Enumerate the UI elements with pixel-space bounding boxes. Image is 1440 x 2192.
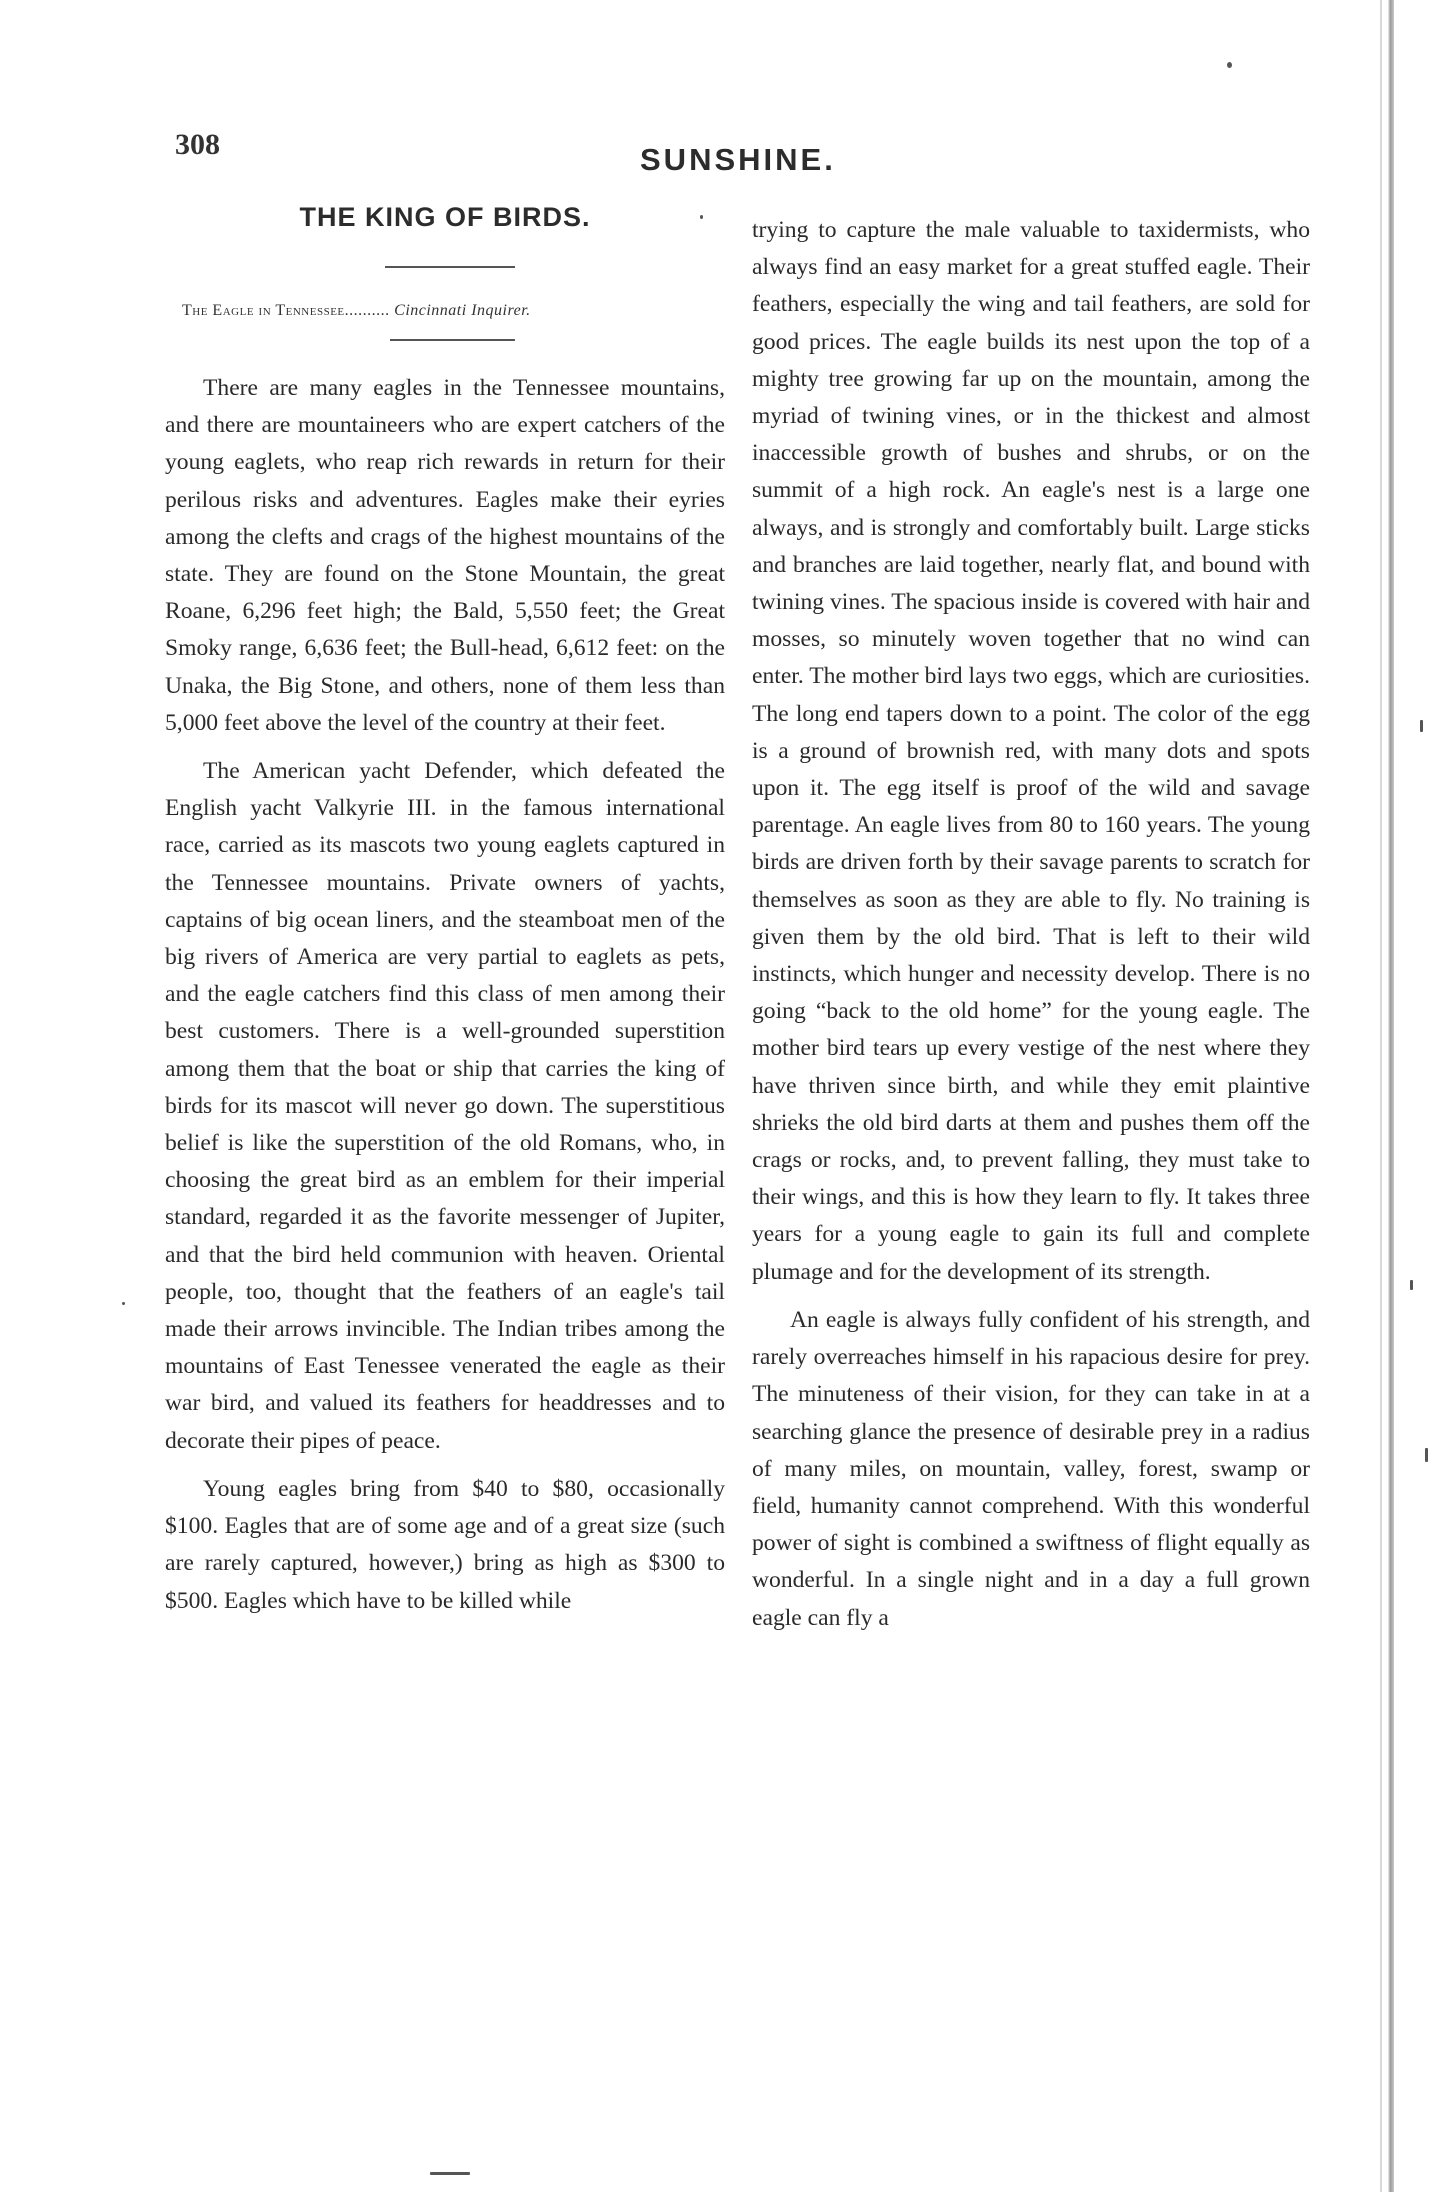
print-speck — [1410, 1280, 1413, 1290]
paragraph: An eagle is always fully confident of his strength, and rarely overreaches himself in his rapacious desire for prey. The minuteness of their vision, for they can take in at a searching glance the presence of desirable prey in a radius of many miles, on mountain, valley, forest, swamp or field, humanity cannot comprehend. With this wonderful power of sight is combined a swiftness of flight equally as wonderful. In a single night and in a day a full grown eagle can fly a — [752, 1306, 1310, 1631]
paragraph: There are many eagles in the Tennessee mountains, and there are mountaineers who are expert catchers of the young eaglets, who reap rich rewards in return for their perilous risks and adventures. Eagles make their eyries among the clefts and crags of the highest mountains of the state. They are found on the Stone Mountain, the great Roane, 6,296 feet high; the Bald, 5,550 feet; the Great Smoky range, 6,636 feet; the Bull-head, 6,612 feet: on the Unaka, the Big Stone, and others, none of them less than 5,000 feet above the level of the country at their feet. — [165, 375, 725, 736]
source-rule — [390, 339, 515, 341]
print-speck — [122, 1302, 125, 1305]
source-line — [182, 302, 742, 320]
print-speck — [1227, 62, 1232, 68]
source-publication: Cincinnati Inquirer. — [394, 302, 531, 319]
print-speck — [1425, 1448, 1428, 1462]
paragraph: Young eagles bring from $40 to $80, occasionally $100. Eagles that are of some age and of a great size (such are rarely captured, however,) bring as high as $300 to $500. Eagles which have to be killed while — [165, 1475, 725, 1614]
paragraph: trying to capture the male valuable to taxidermists, who always find an easy market for a great stuffed eagle. Their feathers, especially the wing and tail feathers, are sold for good prices. The eagle builds its nest upon the top of a mighty tree growing far up on the mountain, among the myriad of twining vines, or in the thickest and almost inaccessible growth of bushes and shrubs, or on the summit of a high rock. An eagle's nest is a large one always, and is strongly and comfortably built. Large sticks and branches are laid together, nearly flat, and bound with twining vines. The spacious inside is covered with hair and mosses, so minutely woven together that no wind can enter. The mother bird lays two eggs, which are curiosities. The long end tapers down to a point. The color of the egg is a ground of brownish red, with many dots and spots upon it. The egg itself is proof of the wild and savage parentage. An eagle lives from 80 to 160 years. The young birds are driven forth by their savage parents to scratch for themselves as soon as they are able to fly. No training is given them by the old bird. That is left to their wild instincts, which hunger and necessity develop. There is no going “back to the old home” for the young eagle. The mother bird tears up every vestige of the nest where they have thriven since birth, and while they emit plaintive shrieks the old bird darts at them and pushes them off the crags or rocks, and, to prevent falling, they must take to their wings, and this is how they learn to fly. It takes three years for a young eagle to gain its full and complete plumage and for the development of its strength. — [752, 217, 1310, 1285]
print-speck — [430, 2172, 470, 2175]
article-title: THE KING OF BIRDS. — [299, 202, 591, 232]
running-head: SUNSHINE. — [640, 142, 836, 177]
page-number: 308 — [175, 128, 220, 161]
left-column — [165, 370, 725, 1620]
right-column — [752, 212, 1310, 1637]
page-edge-shadow — [1380, 0, 1382, 2192]
source-subject: The Eagle in Tennessee — [182, 302, 345, 319]
print-speck — [700, 215, 703, 219]
page-edge — [1388, 0, 1394, 2192]
source-leader: .......... — [344, 302, 390, 319]
print-speck — [1420, 720, 1423, 732]
paragraph: The American yacht Defender, which defeated the English yacht Valkyrie III. in the famous international race, carried as its mascots two young eaglets captured in the Tennessee mountains. Private owners of yachts, captains of big ocean liners, and the steamboat men of the big rivers of America are very partial to eaglets as pets, and the eagle catchers find this class of men among their best customers. There is a well-grounded superstition among them that the boat or ship that carries the king of birds for its mascot will never go down. The superstitious belief is like the superstition of the old Romans, who, in choosing the great bird as an emblem for their imperial standard, regarded it as the favorite messenger of Jupiter, and that the bird held communion with heaven. Oriental people, too, thought that the feathers of an eagle's tail made their arrows invincible. The Indian tribes among the mountains of East Tenessee venerated the eagle as their war bird, and valued its feathers for headdresses and to decorate their pipes of peace. — [165, 758, 725, 1454]
title-rule — [385, 266, 515, 268]
